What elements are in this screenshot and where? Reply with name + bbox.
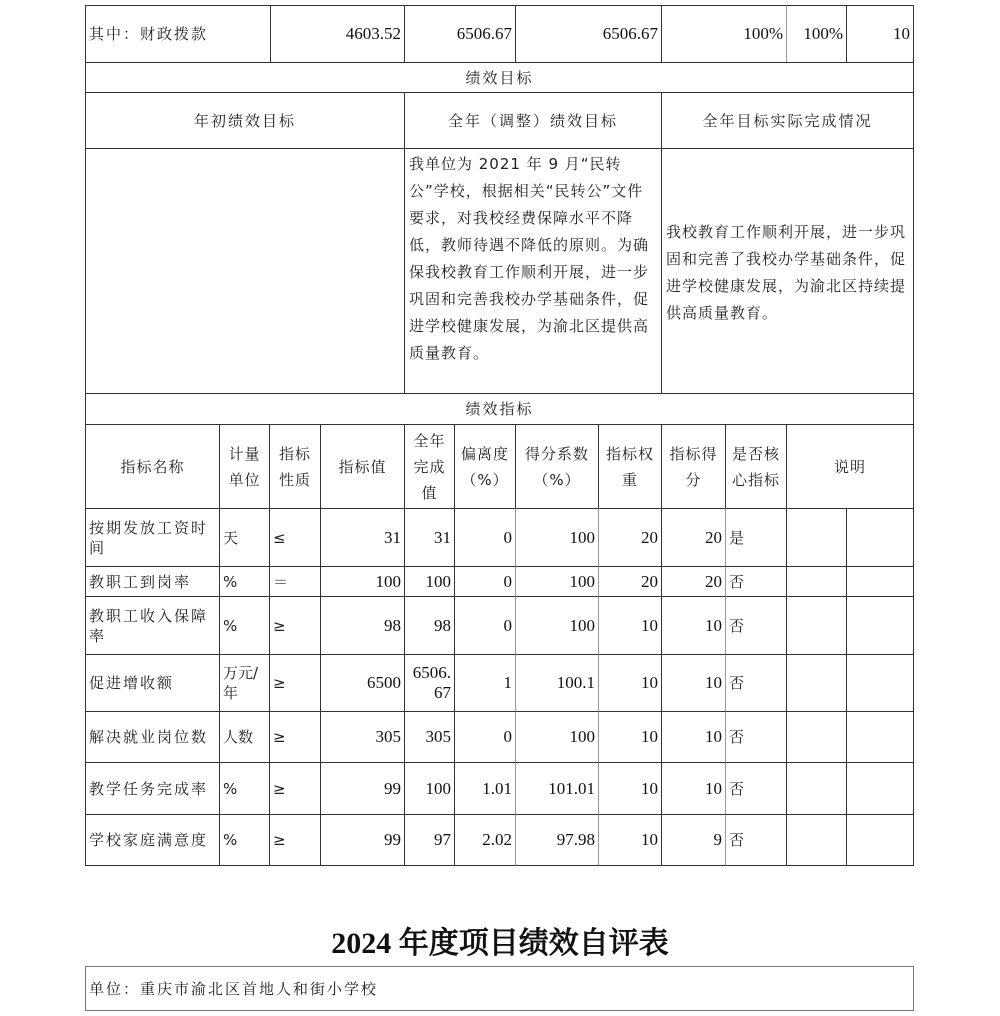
header-indicator-name: 指标名称 — [85, 424, 220, 509]
note-cell — [786, 814, 847, 866]
cell-actual: 98 — [404, 596, 455, 655]
header-coefficient: 得分系数（%） — [515, 424, 599, 509]
score-ratio: 100% — [786, 5, 847, 63]
indicators-section-title: 绩效指标 — [85, 393, 914, 425]
cell-core: 是 — [725, 508, 787, 567]
cell-name: 按期发放工资时间 — [85, 508, 220, 567]
cell-target: 6500 — [320, 654, 405, 712]
cell-name: 促进增收额 — [85, 654, 220, 712]
header-unit: 计量单位 — [219, 424, 270, 509]
note-cell-extra — [846, 814, 914, 866]
cell-coef: 100 — [515, 596, 599, 655]
goals-actual-text: 我校教育工作顺利开展，进一步巩固和完善了我校办学基础条件，促进学校健康发展，为渝北区持续提供高质量教育。 — [666, 222, 907, 322]
goals-section-title: 绩效目标 — [85, 62, 914, 93]
cell-actual: 100 — [404, 762, 455, 815]
funding-label: 其中：财政拨款 — [85, 5, 271, 63]
cell-coef: 100 — [515, 566, 599, 597]
cell-core: 否 — [725, 596, 787, 655]
cell-score: 20 — [661, 508, 726, 567]
cell-nature: ≤ — [269, 508, 321, 567]
cell-score: 10 — [661, 762, 726, 815]
cell-deviation: 1 — [454, 654, 516, 712]
note-cell — [786, 596, 847, 655]
note-cell-extra — [846, 596, 914, 655]
note-cell-extra — [846, 566, 914, 597]
note-cell — [786, 711, 847, 763]
cell-core: 否 — [725, 654, 787, 712]
note-cell-extra — [846, 762, 914, 815]
cell-deviation: 0 — [454, 566, 516, 597]
cell-weight: 20 — [598, 566, 662, 597]
goals-col-actual: 全年目标实际完成情况 — [661, 92, 914, 149]
cell-coef: 100 — [515, 508, 599, 567]
cell-nature: ≥ — [269, 711, 321, 763]
cell-core: 否 — [725, 566, 787, 597]
header-actual: 全年完成值 — [404, 424, 455, 509]
cell-score: 10 — [661, 596, 726, 655]
note-cell — [786, 762, 847, 815]
cell-weight: 10 — [598, 762, 662, 815]
cell-nature: ＝ — [269, 566, 321, 597]
cell-deviation: 0 — [454, 596, 516, 655]
cell-score: 20 — [661, 566, 726, 597]
cell-coef: 101.01 — [515, 762, 599, 815]
cell-deviation: 0 — [454, 508, 516, 567]
cell-weight: 10 — [598, 711, 662, 763]
initial-budget: 4603.52 — [270, 5, 405, 63]
goals-col-initial: 年初绩效目标 — [85, 92, 405, 149]
cell-unit: % — [219, 596, 270, 655]
note-cell-extra — [846, 711, 914, 763]
header-core: 是否核心指标 — [725, 424, 787, 509]
funding-score: 10 — [846, 5, 914, 63]
cell-score: 9 — [661, 814, 726, 866]
actual-execution: 6506.67 — [515, 5, 662, 63]
note-cell-extra — [846, 508, 914, 567]
cell-unit: 天 — [219, 508, 270, 567]
goals-initial-text — [85, 148, 405, 394]
cell-actual: 97 — [404, 814, 455, 866]
header-target: 指标值 — [320, 424, 405, 509]
cell-unit: 人数 — [219, 711, 270, 763]
goals-adjusted-text: 我单位为 2021 年 9 月“民转公”学校，根据相关“民转公”文件要求，对我校经费保障水平不降低，教师待遇不降低的原则。为确保我校教育工作顺利开展，进一步巩固和完善我校办学基础条件，促进学校健康发展，为渝北区提供高质量教育。 — [404, 148, 662, 394]
goals-actual-cell — [661, 148, 914, 394]
cell-actual: 305 — [404, 711, 455, 763]
adjusted-budget: 6506.67 — [404, 5, 516, 63]
cell-core: 否 — [725, 762, 787, 815]
note-cell — [786, 508, 847, 567]
cell-unit: 万元/年 — [219, 654, 270, 712]
goals-col-adjusted: 全年（调整）绩效目标 — [404, 92, 662, 149]
header-deviation: 偏离度（%） — [454, 424, 516, 509]
cell-nature: ≥ — [269, 762, 321, 815]
header-note: 说明 — [786, 424, 914, 509]
cell-coef: 100 — [515, 711, 599, 763]
cell-target: 100 — [320, 566, 405, 597]
note-cell — [786, 566, 847, 597]
cell-name: 解决就业岗位数 — [85, 711, 220, 763]
cell-nature: ≥ — [269, 814, 321, 866]
cell-core: 否 — [725, 711, 787, 763]
cell-core: 否 — [725, 814, 787, 866]
header-score: 指标得分 — [661, 424, 726, 509]
cell-actual: 6506.67 — [404, 654, 455, 712]
cell-target: 305 — [320, 711, 405, 763]
cell-actual: 31 — [404, 508, 455, 567]
cell-weight: 10 — [598, 814, 662, 866]
cell-unit: % — [219, 762, 270, 815]
cell-name: 教学任务完成率 — [85, 762, 220, 815]
cell-actual: 100 — [404, 566, 455, 597]
cell-name: 学校家庭满意度 — [85, 814, 220, 866]
cell-target: 98 — [320, 596, 405, 655]
cell-unit: % — [219, 814, 270, 866]
cell-target: 31 — [320, 508, 405, 567]
cell-weight: 20 — [598, 508, 662, 567]
cell-score: 10 — [661, 654, 726, 712]
header-nature: 指标性质 — [269, 424, 321, 509]
unit-label: 单位：重庆市渝北区首地人和街小学校 — [85, 966, 914, 1011]
cell-unit: % — [219, 566, 270, 597]
cell-nature: ≥ — [269, 654, 321, 712]
cell-deviation: 1.01 — [454, 762, 516, 815]
cell-name: 教职工收入保障率 — [85, 596, 220, 655]
note-cell — [786, 654, 847, 712]
header-weight: 指标权重 — [598, 424, 662, 509]
cell-deviation: 0 — [454, 711, 516, 763]
cell-weight: 10 — [598, 596, 662, 655]
cell-score: 10 — [661, 711, 726, 763]
cell-weight: 10 — [598, 654, 662, 712]
execution-rate: 100% — [661, 5, 787, 63]
form-title: 2024 年度项目绩效自评表 — [331, 927, 669, 960]
cell-coef: 97.98 — [515, 814, 599, 866]
cell-coef: 100.1 — [515, 654, 599, 712]
cell-deviation: 2.02 — [454, 814, 516, 866]
cell-nature: ≥ — [269, 596, 321, 655]
note-cell-extra — [846, 654, 914, 712]
cell-target: 99 — [320, 814, 405, 866]
cell-target: 99 — [320, 762, 405, 815]
cell-name: 教职工到岗率 — [85, 566, 220, 597]
